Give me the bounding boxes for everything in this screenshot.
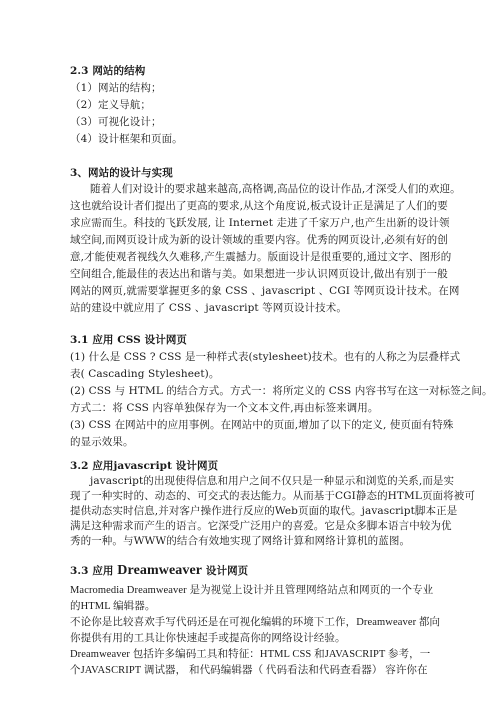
section-3-paragraph-line: 站的建设中就应用了 CSS 、javascript 等网页设计技术。: [70, 302, 347, 314]
section-3-2-line: 现了一种实时的、动态的、可交式的表达能力。从而基于CGI静态的HTML页面将被可: [70, 490, 475, 502]
section-3-1-line: (3) CSS 在网站中的应用事例。在网站中的页面,增加了以下的定义, 使页面有特殊: [70, 419, 454, 431]
section-3-heading: 3、网站的设计与实现: [70, 167, 173, 179]
section-3-paragraph-line: 随着人们对设计的要求越来越高,高格调,高品位的设计作品,才深受人们的欢迎。: [90, 183, 461, 195]
section-2-3-item: （1）网站的结构；: [70, 82, 162, 94]
section-3-1-line: (1) 什么是 CSS ? CSS 是一种样式表(stylesheet)技术。也有的人称之为层叠样式: [70, 351, 461, 363]
section-3-paragraph-line: 意,才能使观者视线久久难移,产生震撼力。版面设计是很重要的,通过文字、图形的: [70, 251, 452, 263]
section-3-3-line: 你提供有用的工具让你快速起手或提高你的网络设计经验。: [70, 633, 346, 644]
section-3-paragraph-line: 网站的网页,就需要掌握更多的象 CSS 、javascript 、CGI 等网页设计技术。在网: [70, 285, 460, 297]
section-3-3-heading-prefix: 3.3 应用: [70, 565, 114, 577]
section-3-1-line: 表( Cascading Stylesheet)。: [70, 368, 220, 380]
section-3-3-heading: [70, 564, 248, 578]
section-3-3-heading-word: Dreamweaver: [117, 563, 203, 578]
section-2-3-item: （4）设计框架和页面。: [70, 133, 183, 145]
section-2-3-item: （3）可视化设计；: [70, 116, 162, 128]
section-2-3-item: （2）定义导航；: [70, 99, 151, 111]
section-3-1-line: 的显示效果。: [70, 436, 134, 448]
section-3-paragraph-line: 域空间,而网页设计成为新的设计领域的重要内容。优秀的网页设计,必须有好的创: [70, 234, 448, 246]
section-3-paragraph-line: 空间组合,能最佳的表达出和谐与美。如果想进一步认识网页设计,做出有别于一般: [70, 268, 448, 280]
section-3-1-line: (2) CSS 与 HTML 的结合方式。方式一：将所定义的 CSS 内容书写在这一对标签之间。: [70, 385, 493, 397]
section-2-3-heading: 2.3 网站的结构: [70, 65, 146, 77]
section-3-3-heading-suffix: 设计网页: [205, 565, 249, 577]
section-3-2-heading: 3.2 应用javascript 设计网页: [70, 460, 219, 472]
section-3-2-line: 满足这种需求而产生的语言。它深受广泛用户的喜爱。它是众多脚本语言中较为优: [70, 520, 452, 532]
section-3-3-line: 的HTML 编辑器。: [70, 601, 156, 612]
section-3-3-line: 不论你是比较喜欢手写代码还是在可视化编辑的环境下工作，Dreamweaver 都向: [70, 617, 441, 628]
section-3-2-line: 秀的一种。与WWW的结合有效地实现了网络计算和网络计算机的蓝图。: [70, 535, 411, 547]
section-3-1-line: 方式二：将 CSS 内容单独保存为一个文本文件,再由标签来调用。: [70, 402, 379, 414]
section-3-3-line: Macromedia Dreamweaver 是为视觉上设计并且管理网络站点和网页的一个专业: [70, 585, 434, 596]
section-3-paragraph-line: 这也就给设计者们提出了更高的要求,从这个角度说,板式设计正是满足了人们的要: [70, 200, 448, 212]
section-3-2-line: 提供动态实时信息,并对客户操作进行反应的Web页面的取代。javascript脚本正是: [70, 505, 458, 517]
section-3-1-heading: 3.1 应用 CSS 设计网页: [70, 334, 188, 346]
section-3-2-line: javascript的出现使得信息和用户之间不仅只是一种显示和浏览的关系,而是实: [90, 475, 455, 487]
section-3-3-line: Dreamweaver 包括许多编码工具和特征：HTML CSS 和JAVASCRIPT 参考，一: [70, 649, 431, 660]
section-3-paragraph-line: 求应需而生。科技的飞跃发展, 让 Internet 走进了千家万户,也产生出新的设计领: [70, 217, 450, 229]
section-3-3-line: 个JAVASCRIPT 调试器， 和代码编辑器（ 代码看法和代码查看器） 容许你在: [70, 665, 428, 676]
